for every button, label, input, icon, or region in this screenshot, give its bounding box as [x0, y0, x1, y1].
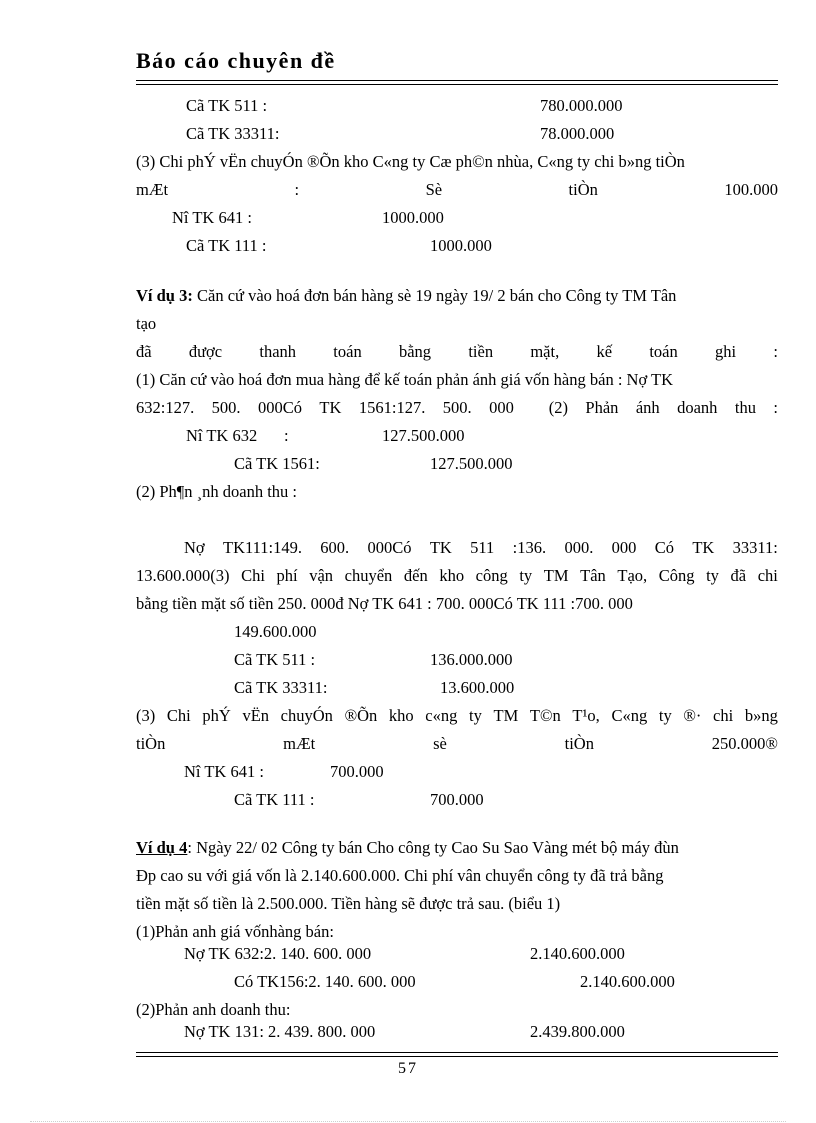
word: thu: [734, 398, 756, 417]
word: vËn: [242, 706, 270, 725]
word: 511: [470, 538, 495, 557]
word: TK: [319, 398, 342, 417]
word: ®·: [683, 706, 702, 725]
word: công: [475, 566, 508, 585]
word: 500.: [211, 398, 241, 417]
word: mÆt: [136, 180, 169, 199]
word: toán: [649, 342, 678, 361]
word: kế: [596, 342, 613, 361]
word: 632:127.: [136, 398, 195, 417]
entry-amount: 136.000.000: [430, 650, 513, 669]
word: ty: [658, 706, 672, 725]
word: toán: [333, 342, 362, 361]
entry-amount: 700.000: [330, 762, 384, 781]
paragraph-line: (1)Phản anh giá vốnhàng bán:: [136, 922, 334, 941]
entry-colon: :: [284, 426, 289, 445]
word: 000Có: [257, 398, 302, 417]
justified-line: [136, 734, 778, 754]
word: đến: [403, 566, 428, 585]
word: Chi: [241, 566, 265, 585]
word: (3): [136, 706, 156, 725]
entry-amount: 13.600.000: [440, 678, 515, 697]
word: tiÒn: [136, 734, 166, 753]
entry-account: Cã TK 33311:: [234, 678, 328, 697]
word: TM: [493, 706, 519, 725]
paragraph-line: tiền mặt số tiền là 2.500.000. Tiền hàng sẽ được trả sau. (biểu 1): [136, 894, 561, 913]
word: mÆt: [283, 734, 316, 753]
footer-rule-bottom: [136, 1056, 778, 1057]
entry-amount: 78.000.000: [540, 124, 615, 143]
word: tiÒn: [564, 734, 594, 753]
entry-amount: 127.500.000: [430, 454, 513, 473]
entry-amount: 149.600.000: [234, 622, 317, 641]
word: TK: [429, 538, 452, 557]
entry-account: Cã TK 111 :: [234, 790, 315, 809]
entry-account: Cã TK 1561:: [234, 454, 320, 473]
word: 000: [611, 538, 637, 557]
word: ®Õn: [344, 706, 378, 725]
word: T¹o,: [572, 706, 600, 725]
word: đã: [730, 566, 747, 585]
page-header-title: Báo cáo chuyên đề: [136, 48, 336, 73]
header-rule-bottom: [136, 84, 778, 85]
entry-amount: 127.500.000: [382, 426, 465, 445]
justified-line: [136, 342, 778, 362]
paragraph-line: bằng tiền mặt số tiền 250. 000đ Nợ TK 641 : 700. 000Có TK 111 :700. 000: [136, 594, 633, 613]
paragraph-line: (2)Phản anh doanh thu:: [136, 1000, 291, 1019]
entry-account: Nî TK 641 :: [172, 208, 252, 227]
word: phÝ: [202, 706, 231, 725]
word: đã: [136, 342, 152, 361]
word: chuyÓn: [280, 706, 333, 725]
word: vận: [309, 566, 334, 585]
page-edge-dots: [30, 1121, 786, 1122]
paragraph-line: (2) Ph¶n ¸nh doanh thu :: [136, 482, 298, 501]
word: ghi: [715, 342, 737, 361]
word: 13.600.000(3): [136, 566, 230, 585]
entry-amount: 2.439.800.000: [530, 1022, 625, 1041]
justified-line: [136, 180, 778, 200]
entry-amount: 1000.000: [382, 208, 444, 227]
justified-line: [184, 538, 778, 558]
word: :: [773, 398, 778, 417]
example-4-label: Ví dụ 4: [136, 838, 188, 857]
entry-account: Cã TK 511 :: [186, 96, 268, 115]
example-3-heading-line: [136, 286, 778, 306]
word: :: [773, 342, 778, 361]
word: kho: [388, 706, 414, 725]
word: 000Có: [367, 538, 412, 557]
justified-line: [136, 706, 778, 726]
word: (2): [548, 398, 568, 417]
entry-amount: 1000.000: [430, 236, 492, 255]
header-rule-top: [136, 80, 778, 81]
word: doanh: [677, 398, 718, 417]
entry-account: Nợ TK 632:2. 140. 600. 000: [184, 944, 372, 963]
entry-amount: 2.140.600.000: [530, 944, 625, 963]
entry-account: Nợ TK 131: 2. 439. 800. 000: [184, 1022, 376, 1041]
word: Phản: [585, 398, 619, 417]
entry-account: Nî TK 641 :: [184, 762, 264, 781]
footer-rule-top: [136, 1052, 778, 1053]
word: 250.000®: [711, 734, 778, 753]
entry-account: Nî TK 632: [186, 426, 258, 445]
word: Nợ: [184, 538, 205, 557]
word: được: [188, 342, 223, 361]
word: 33311:: [732, 538, 778, 557]
entry-account: Có TK156:2. 140. 600. 000: [234, 972, 416, 991]
word: ánh: [635, 398, 660, 417]
word: 000: [489, 398, 514, 417]
word: tiền: [468, 342, 494, 361]
word: kho: [439, 566, 465, 585]
word: Có: [654, 538, 674, 557]
word: C«ng: [611, 706, 648, 725]
word: thanh: [259, 342, 297, 361]
example-3-label: Ví dụ 3:: [136, 286, 193, 305]
word: Chi: [166, 706, 191, 725]
word: Tân: [580, 566, 606, 585]
word: :: [294, 180, 300, 199]
word: 000.: [564, 538, 594, 557]
paragraph-line: (3) Chi phÝ vËn chuyÓn ®Õn kho C«ng ty Cæ ph©n nhùa, C«ng ty chi b»ng tiÒn: [136, 152, 685, 171]
word: chuyển: [344, 566, 393, 585]
paragraph-line: Đp cao su với giá vốn là 2.140.600.000. Chi phí vân chuyển công ty đã trả bằng: [136, 866, 664, 885]
word: Sè: [425, 180, 443, 199]
word: :136.: [512, 538, 547, 557]
entry-account: Cã TK 33311:: [186, 124, 280, 143]
paragraph-line: tạo: [136, 314, 157, 333]
word: sè: [433, 734, 447, 753]
word: b»ng: [744, 706, 778, 725]
word: chi: [757, 566, 778, 585]
word: 100.000: [724, 180, 778, 199]
word: bằng: [398, 342, 432, 361]
word: 500.: [442, 398, 472, 417]
word: phí: [276, 566, 298, 585]
word: 600.: [320, 538, 350, 557]
entry-account: Cã TK 111 :: [186, 236, 267, 255]
word: Tạo,: [617, 566, 648, 585]
entry-amount: 2.140.600.000: [580, 972, 675, 991]
entry-amount: 780.000.000: [540, 96, 623, 115]
word: Công: [658, 566, 695, 585]
word: mặt,: [530, 342, 560, 361]
word: TK111:149.: [222, 538, 302, 557]
justified-line: [136, 566, 778, 586]
word: ty: [706, 566, 719, 585]
word: chi: [713, 706, 734, 725]
word: tiÒn: [568, 180, 598, 199]
entry-amount: 700.000: [430, 790, 484, 809]
word: ty: [519, 566, 533, 585]
example-4-heading-line: [136, 838, 778, 858]
word: 1561:127.: [358, 398, 426, 417]
page-number: 57: [398, 1060, 418, 1077]
word: TK: [692, 538, 715, 557]
entry-account: Cã TK 511 :: [234, 650, 316, 669]
word: T©n: [529, 706, 561, 725]
word: ty: [469, 706, 482, 725]
word: c«ng: [425, 706, 458, 725]
justified-line: [136, 398, 778, 418]
paragraph-line: (1) Căn cứ vào hoá đơn mua hàng để kế toán phản ánh giá vốn hàng bán : Nợ TK: [136, 370, 673, 389]
word: TM: [543, 566, 569, 585]
example-4-text: : Ngày 22/ 02 Công ty bán Cho công ty Cao Su Sao Vàng mét bộ máy đùn: [187, 838, 679, 857]
example-3-text: Căn cứ vào hoá đơn bán hàng sè 19 ngày 19/ 2 bán cho Công ty TM Tân: [192, 286, 677, 305]
